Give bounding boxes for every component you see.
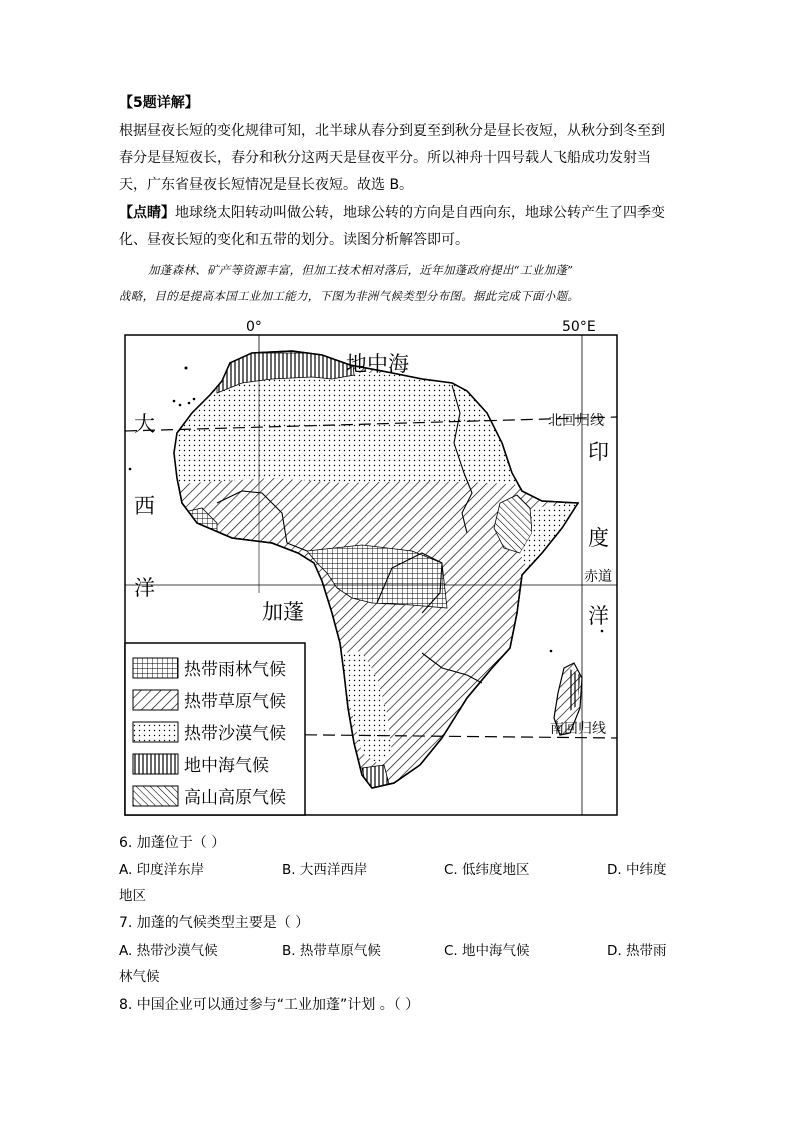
note-line-1 (119, 204, 665, 222)
legend-label-1: 热带雨林气候 (184, 660, 286, 680)
island-dot (185, 367, 188, 370)
island-dot (193, 398, 196, 401)
explain-line-1: 根据昼夜长短的变化规律可知，北半球从春分到夏至到秋分是昼长夜短，从秋分到冬至到 (119, 123, 665, 139)
island-dot (179, 404, 182, 407)
question-7-stem: 7. 加蓬的气候类型主要是（ ） (119, 915, 310, 931)
island-dot (129, 468, 132, 471)
ocean-right-char-3: 洋 (588, 604, 609, 628)
tropic-north-label: 北回归线 (548, 413, 604, 429)
explain-line-2: 春分是昼短夜长，春分和秋分这两天是昼夜平分。所以神舟十四号载人飞船成功发射当 (119, 150, 651, 166)
q7-option-d[interactable]: D. 热带雨 (607, 943, 667, 959)
q6-option-d-wrap: 地区 (119, 888, 146, 904)
question-6-stem: 6. 加蓬位于（ ） (119, 835, 226, 851)
island-dot (173, 400, 176, 403)
note-line-2: 化、昼夜长短的变化和五带的划分。读图分析解答即可。 (119, 232, 469, 248)
q6-option-b[interactable]: B. 大西洋西岸 (282, 862, 368, 878)
q6-option-a[interactable]: A. 印度洋东岸 (119, 862, 205, 878)
explain-line-3: 天，广东省昼夜长短情况是昼长夜短。故选 B。 (119, 177, 414, 193)
legend-swatch-savanna (133, 690, 178, 710)
note-tag: 【点睛】 (119, 205, 175, 221)
africa-climate-map (122, 313, 620, 818)
ocean-left-char-2: 西 (134, 494, 155, 518)
legend-swatch-desert (133, 722, 178, 742)
legend-swatch-rainforest (133, 658, 178, 678)
q7-option-d-wrap: 林气候 (119, 969, 160, 985)
legend (125, 643, 305, 815)
legend-label-5: 高山高原气候 (184, 788, 286, 808)
island-dot (550, 650, 553, 653)
question-8-stem: 8. 中国企业可以通过参与“工业加蓬”计划 。（ ） (119, 997, 420, 1013)
q6-option-d[interactable]: D. 中纬度 (607, 862, 667, 878)
legend-swatch-mediterranean (133, 754, 178, 774)
island-dot (601, 630, 604, 633)
lon-label-50e: 50°E (562, 319, 596, 335)
legend-label-3: 热带沙漠气候 (184, 724, 286, 744)
equator-label: 赤道 (584, 569, 612, 585)
gabon-label: 加蓬 (262, 600, 304, 624)
tropic-south-label: 南回归线 (550, 721, 606, 737)
q6-option-c[interactable]: C. 低纬度地区 (444, 862, 530, 878)
ocean-right-char-2: 度 (588, 526, 609, 550)
island-dot (188, 402, 191, 405)
legend-label-4: 地中海气候 (184, 756, 269, 776)
q7-option-a[interactable]: A. 热带沙漠气候 (119, 943, 218, 959)
sea-label: 地中海 (346, 352, 409, 376)
q7-option-b[interactable]: B. 热带草原气候 (282, 943, 381, 959)
q7-option-c[interactable]: C. 地中海气候 (444, 943, 530, 959)
lon-label-0: 0° (246, 319, 262, 335)
legend-label-2: 热带草原气候 (184, 692, 286, 712)
explain-heading: 【5题详解】 (119, 95, 199, 111)
note-text-1: 地球绕太阳转动叫做公转，地球公转的方向是自西向东，地球公转产生了四季变 (175, 205, 665, 221)
ocean-left-char-1: 大 (134, 412, 155, 436)
intro-line-1: 加蓬森林、矿产等资源丰富，但加工技术相对落后，近年加蓬政府提出“工业加蓬” (148, 263, 574, 277)
ocean-left-char-3: 洋 (134, 576, 155, 600)
legend-swatch-highland (133, 786, 178, 806)
intro-line-2: 战略，目的是提高本国工业加工能力，下图为非洲气候类型分布图。据此完成下面小题。 (119, 289, 580, 303)
ocean-right-char-1: 印 (588, 440, 609, 464)
